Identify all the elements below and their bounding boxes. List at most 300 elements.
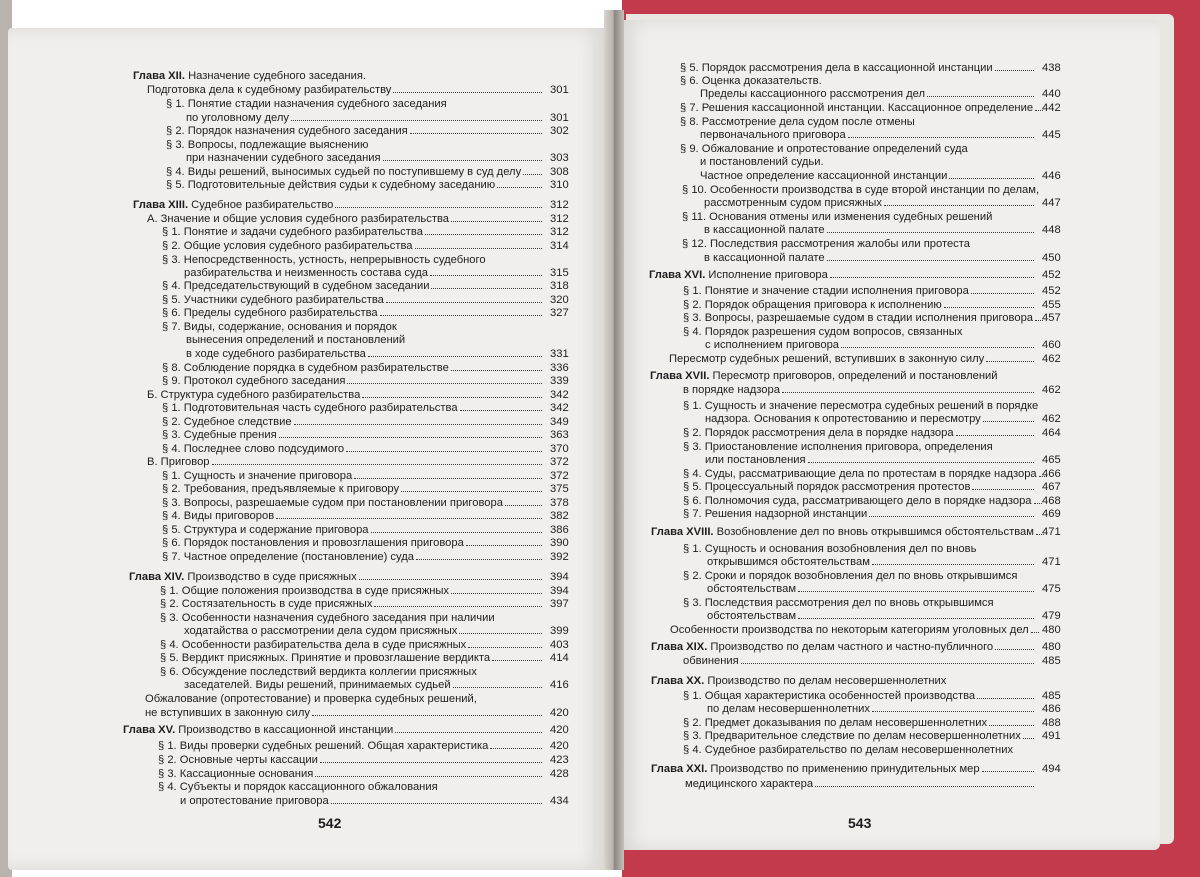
toc-page-number: 363 [550, 429, 569, 441]
toc-page-number: 469 [1042, 508, 1061, 520]
toc-entry-text: § 4. Особенности разбирательства дела в суде присяжных [160, 639, 467, 651]
toc-entry [707, 583, 1036, 596]
toc-entry [160, 598, 544, 611]
toc-page-number: 318 [550, 280, 569, 292]
toc-page-number: 420 [550, 724, 569, 736]
toc-entry [704, 252, 1036, 265]
toc-leader [956, 434, 1034, 436]
toc-entry-text: ходатайства о рассмотрении дела судом присяжных [184, 625, 458, 637]
toc-entry [683, 326, 962, 339]
toc-leader [354, 477, 542, 479]
toc-entry [162, 429, 544, 442]
toc-entry-text: § 9. Обжалование и опротестование определений суда [680, 143, 968, 155]
toc-entry [704, 224, 1036, 237]
toc-leader [468, 646, 542, 648]
toc-page-number: 471 [1042, 526, 1061, 538]
toc-page-number: 491 [1042, 730, 1061, 742]
toc-page-number: 310 [550, 179, 569, 191]
toc-entry [145, 693, 477, 706]
toc-entry [162, 375, 544, 388]
toc-entry-text: § 2. Основные черты кассации [158, 754, 318, 766]
toc-entry [166, 98, 447, 111]
toc-entry [162, 240, 544, 253]
toc-entry-text: Пределы кассационного рассмотрения дел [700, 88, 926, 100]
toc-page-number: 336 [550, 362, 569, 374]
toc-entry [160, 612, 495, 625]
toc-entry [160, 585, 544, 598]
toc-leader [798, 617, 1034, 619]
toc-leader [872, 563, 1034, 565]
toc-entry [145, 707, 544, 720]
toc-page-number: 339 [550, 375, 569, 387]
toc-entry-text: § 3. Приостановление исполнения приговора, определения [683, 441, 993, 453]
toc-page-number: 440 [1042, 88, 1061, 100]
toc-leader [410, 132, 542, 134]
toc-page-number: 468 [1042, 495, 1061, 507]
toc-entry-text: Глава XX. Производство по делам несовершеннолетних [651, 675, 947, 687]
toc-entry-text: первоначального приговора [700, 129, 846, 141]
toc-entry [707, 703, 1036, 716]
toc-leader [986, 360, 1034, 362]
toc-entry [166, 139, 368, 152]
toc-page-number: 434 [550, 795, 569, 807]
toc-page-number: 342 [550, 389, 569, 401]
toc-entry [683, 495, 1044, 508]
toc-entry [683, 468, 1049, 481]
toc-entry-text: § 6. Оценка доказательств. [680, 75, 822, 87]
toc-page-number: 446 [1042, 170, 1061, 182]
toc-entry-text: § 3. Кассационные основания [158, 768, 314, 780]
toc-entry-text: § 3. Вопросы, разрешаемые судом при постановлении приговора [162, 497, 503, 509]
toc-entry [683, 597, 994, 610]
toc-entry-text: § 5. Подготовительные действия судьи к судебному заседанию [166, 179, 496, 191]
toc-page-number: 485 [1042, 690, 1061, 702]
toc-leader [380, 314, 542, 316]
toc-entry-text: при назначении судебного заседания [186, 152, 381, 164]
toc-entry-text: обстоятельствам [707, 583, 797, 595]
toc-entry [680, 75, 822, 88]
toc-leader [972, 488, 1034, 490]
toc-entry [184, 625, 544, 638]
toc-entry-text: § 10. Особенности производства в суде второй инстанции по делам, [682, 184, 1040, 196]
toc-page-number: 442 [1042, 102, 1061, 114]
toc-entry-text: Обжалование (опротестование) и проверка судебных решений, [145, 693, 477, 705]
toc-leader [872, 710, 1034, 712]
toc-entry-text: медицинского характера [685, 778, 814, 790]
toc-leader [212, 463, 542, 465]
toc-leader [276, 517, 542, 519]
toc-entry-text: § 12. Последствия рассмотрения жалобы или протеста [682, 238, 970, 250]
toc-entry-text: § 5. Вердикт присяжных. Принятие и провозглашение вердикта [160, 652, 491, 664]
toc-leader [312, 714, 542, 716]
toc-entry [683, 744, 1013, 757]
toc-entry-text: § 1. Общие положения производства в суде присяжных [160, 585, 450, 597]
toc-page-number: 399 [550, 625, 569, 637]
toc-leader [830, 276, 1034, 278]
toc-entry [683, 400, 1038, 413]
toc-page-number: 390 [550, 537, 569, 549]
toc-leader [841, 346, 1034, 348]
toc-entry-text: Глава XXI. Производство по применению принудительных мер [651, 763, 980, 775]
toc-entry [162, 510, 544, 523]
toc-entry-text: § 2. Состязательность в суде присяжных [160, 598, 373, 610]
toc-entry [186, 152, 544, 165]
toc-leader [453, 686, 542, 688]
toc-entry-text: § 6. Пределы судебного разбирательства [162, 307, 378, 319]
toc-entry-text: вынесения определений и постановлений [186, 334, 406, 346]
toc-leader [983, 420, 1034, 422]
toc-entry-text: § 5. Участники судебного разбирательства [162, 294, 384, 306]
toc-leader [451, 369, 542, 371]
toc-page-number: 349 [550, 416, 569, 428]
toc-leader [431, 287, 542, 289]
toc-entry [147, 389, 544, 402]
toc-entry-text: § 2. Порядок назначения судебного заседания [166, 125, 408, 137]
toc-page-number: 480 [1042, 641, 1061, 653]
toc-page-number: 308 [550, 166, 569, 178]
toc-entry-text: § 2. Порядок обращения приговора к исполнению [683, 299, 942, 311]
toc-entry [683, 690, 1036, 703]
toc-entry [162, 402, 544, 415]
toc-entry-text: или постановления [705, 454, 806, 466]
toc-page-number: 445 [1042, 129, 1061, 141]
toc-page-number: 486 [1042, 703, 1061, 715]
toc-leader [808, 461, 1034, 463]
toc-page-number: 452 [1042, 285, 1061, 297]
toc-leader [971, 292, 1034, 294]
toc-page-number: 331 [550, 348, 569, 360]
toc-entry-text: § 2. Сроки и порядок возобновления дел по вновь открывшимся [683, 570, 1018, 582]
toc-entry [682, 211, 992, 224]
toc-entry [705, 413, 1036, 426]
toc-entry [670, 624, 1041, 637]
toc-page-number: 312 [550, 199, 569, 211]
toc-entry-text: § 3. Вопросы, подлежащие выяснению [166, 139, 369, 151]
toc-entry [700, 170, 1036, 183]
toc-entry [683, 730, 1036, 743]
toc-entry-text: § 1. Сущность и основания возобновления дел по вновь [683, 543, 977, 555]
toc-page-number: 457 [1042, 312, 1061, 324]
toc-entry-text: § 7. Решения надзорной инстанции [683, 508, 868, 520]
toc-leader [294, 423, 542, 425]
toc-entry [651, 641, 1036, 654]
toc-page-number: 423 [550, 754, 569, 766]
toc-entry [129, 571, 544, 584]
toc-page-number: 327 [550, 307, 569, 319]
toc-entry [158, 740, 544, 753]
toc-entry [147, 84, 544, 97]
toc-leader [459, 632, 542, 634]
toc-leader [393, 91, 542, 93]
toc-page-number: 382 [550, 510, 569, 522]
toc-entry-text: § 1. Виды проверки судебных решений. Общая характеристика [158, 740, 489, 752]
toc-entry-text: Б. Структура судебного разбирательства [147, 389, 361, 401]
toc-entry [162, 416, 544, 429]
toc-entry-text: Глава XVI. Исполнение приговора [649, 269, 828, 281]
toc-entry [166, 125, 544, 138]
toc-leader [815, 785, 1034, 787]
toc-page-number: 480 [1042, 624, 1061, 636]
toc-entry-text: Глава XIII. Судебное разбирательство [133, 199, 334, 211]
toc-leader [374, 605, 542, 607]
toc-entry-text: § 3. Особенности назначения судебного заседания при наличии [160, 612, 495, 624]
toc-entry [158, 754, 544, 767]
toc-leader [869, 515, 1034, 517]
toc-entry [160, 666, 477, 679]
toc-page-number: 479 [1042, 610, 1061, 622]
toc-entry-text: обвинения [683, 655, 739, 667]
toc-entry-text: с исполнением приговора [705, 339, 840, 351]
toc-entry-text: § 1. Сущность и значение приговора [162, 470, 353, 482]
toc-entry-text: А. Значение и общие условия судебного разбирательства [147, 213, 450, 225]
toc-entry [707, 556, 1036, 569]
toc-entry-text: § 3. Предварительное следствие по делам несовершеннолетних [683, 730, 1021, 742]
toc-leader [386, 301, 542, 303]
toc-entry-text: § 8. Соблюдение порядка в судебном разбирательстве [162, 362, 449, 374]
toc-leader [827, 231, 1034, 233]
toc-page-number: 438 [1042, 62, 1061, 74]
toc-entry [147, 456, 544, 469]
toc-entry [180, 795, 544, 808]
toc-entry-text: в кассационной палате [704, 224, 825, 236]
toc-entry-text: § 4. Субъекты и порядок кассационного обжалования [158, 781, 438, 793]
toc-leader [331, 802, 542, 804]
toc-entry [683, 427, 1036, 440]
toc-entry-text: § 4. Виды решений, выносимых судьей по поступившему в суд делу [166, 166, 522, 178]
toc-leader [466, 544, 542, 546]
toc-leader [291, 119, 542, 121]
toc-page-number: 462 [1042, 413, 1061, 425]
toc-entry [683, 570, 1017, 583]
toc-page-number: 314 [550, 240, 569, 252]
toc-leader [346, 450, 542, 452]
toc-leader [460, 409, 542, 411]
toc-entry-text: открывшимся обстоятельствам [707, 556, 870, 568]
toc-entry-text: § 4. Виды приговоров [162, 510, 275, 522]
toc-entry [133, 70, 366, 83]
toc-leader [368, 355, 542, 357]
toc-page-number: 428 [550, 768, 569, 780]
toc-entry [651, 763, 1036, 776]
toc-page-number: 370 [550, 443, 569, 455]
toc-page-number: 462 [1042, 384, 1061, 396]
toc-entry-text: § 6. Полномочия суда, рассматривающего дело в порядке надзора [683, 495, 1032, 507]
toc-entry [683, 441, 993, 454]
toc-leader [315, 775, 542, 777]
toc-leader [451, 592, 542, 594]
toc-leader [989, 724, 1034, 726]
toc-page-number: 471 [1042, 556, 1061, 568]
toc-leader [927, 95, 1034, 97]
toc-entry [162, 524, 544, 537]
toc-page-number: 394 [550, 571, 569, 583]
toc-leader [425, 233, 542, 235]
toc-entry [683, 717, 1036, 730]
toc-page-number: 450 [1042, 252, 1061, 264]
toc-entry [160, 652, 544, 665]
toc-leader [741, 662, 1034, 664]
toc-entry-text: § 1. Общая характеристика особенностей производства [683, 690, 976, 702]
toc-entry [685, 778, 1036, 791]
toc-leader [884, 204, 1034, 206]
toc-entry-text: § 6. Порядок постановления и провозглашения приговора [162, 537, 464, 549]
toc-leader [827, 259, 1034, 261]
toc-entry-text: § 2. Общие условия судебного разбирательства [162, 240, 413, 252]
toc-entry [680, 62, 1036, 75]
toc-entry [186, 112, 544, 125]
toc-page-number: 466 [1042, 468, 1061, 480]
toc-entry [683, 543, 976, 556]
toc-page-number: 312 [550, 213, 569, 225]
toc-entry-text: Особенности производства по некоторым категориям уголовных дел [670, 624, 1029, 636]
toc-entry [158, 781, 438, 794]
toc-entry-text: § 5. Структура и содержание приговора [162, 524, 369, 536]
toc-leader [505, 504, 542, 506]
toc-leader [490, 747, 542, 749]
toc-leader [347, 382, 542, 384]
toc-page-number: 416 [550, 679, 569, 691]
toc-entry-text: Глава XII. Назначение судебного заседания. [133, 70, 367, 82]
toc-entry [680, 116, 915, 129]
toc-page-number: 301 [550, 84, 569, 96]
toc-page-number: 475 [1042, 583, 1061, 595]
toc-page-number: 420 [550, 740, 569, 752]
toc-entry-text: и опротестование приговора [180, 795, 329, 807]
toc-leader [944, 306, 1034, 308]
toc-leader [1031, 631, 1039, 633]
toc-entry [133, 199, 544, 212]
toc-leader [995, 69, 1034, 71]
page-number-left: 542 [318, 815, 342, 831]
toc-entry-text: § 2. Требования, предъявляемые к приговору [162, 483, 400, 495]
toc-entry [705, 454, 1036, 467]
toc-page-number: 315 [550, 267, 569, 279]
toc-page-number: 460 [1042, 339, 1061, 351]
toc-page-number: 462 [1042, 353, 1061, 365]
toc-leader [949, 177, 1034, 179]
toc-leader [451, 220, 542, 222]
toc-entry-text: надзора. Основания к опротестованию и пересмотру [705, 413, 981, 425]
toc-entry-text: Глава XIV. Производство в суде присяжных [129, 571, 357, 583]
toc-entry [651, 526, 1046, 539]
toc-entry [683, 299, 1036, 312]
toc-page-number: 320 [550, 294, 569, 306]
toc-page-number: 420 [550, 707, 569, 719]
toc-page-number: 372 [550, 470, 569, 482]
toc-entry [186, 348, 544, 361]
toc-entry [162, 551, 544, 564]
toc-entry-text: Частное определение кассационной инстанции [700, 170, 948, 182]
toc-entry-text: § 3. Вопросы, разрешаемые судом в стадии исполнения приговора [683, 312, 1034, 324]
toc-entry [683, 384, 1036, 397]
toc-leader [395, 731, 542, 733]
toc-entry-text: § 2. Судебное следствие [162, 416, 292, 428]
toc-entry-text: § 4. Порядок разрешения судом вопросов, связанных [683, 326, 963, 338]
page-number-right: 543 [848, 815, 872, 831]
toc-leader [995, 648, 1034, 650]
toc-entry [158, 768, 544, 781]
toc-entry [184, 679, 544, 692]
toc-entry-text: § 5. Порядок рассмотрения дела в кассационной инстанции [680, 62, 993, 74]
toc-leader [320, 761, 542, 763]
toc-entry [651, 675, 946, 688]
toc-page-number: 447 [1042, 197, 1061, 209]
toc-entry-text: § 7. Частное определение (постановление) суда [162, 551, 414, 563]
toc-leader [279, 436, 542, 438]
toc-entry-text: § 7. Виды, содержание, основания и порядок [162, 321, 397, 333]
toc-entry [705, 339, 1036, 352]
toc-entry [166, 166, 544, 179]
toc-entry-text: § 1. Понятие и значение стадии исполнения приговора [683, 285, 969, 297]
toc-leader [1034, 502, 1042, 504]
toc-entry [707, 610, 1036, 623]
toc-entry-text: § 9. Протокол судебного заседания [162, 375, 346, 387]
toc-leader [371, 531, 542, 533]
toc-entry [162, 254, 486, 267]
toc-page-number: 403 [550, 639, 569, 651]
toc-page-number: 372 [550, 456, 569, 468]
toc-leader [359, 578, 542, 580]
toc-entry [682, 238, 970, 251]
toc-page-number: 375 [550, 483, 569, 495]
toc-entry-text: Глава XV. Производство в кассационной инстанции [123, 724, 394, 736]
toc-entry-text: § 2. Порядок рассмотрения дела в порядке надзора [683, 427, 954, 439]
toc-entry [166, 179, 544, 192]
toc-leader [416, 558, 542, 560]
toc-entry [650, 370, 998, 383]
toc-page-number: 467 [1042, 481, 1061, 493]
toc-entry-text: разбирательства и неизменность состава суда [184, 267, 428, 279]
book-gutter [604, 10, 624, 870]
toc-page-number: 485 [1042, 655, 1061, 667]
toc-entry [162, 443, 544, 456]
toc-entry-text: § 1. Понятие стадии назначения судебного заседания [166, 98, 447, 110]
toc-leader [1023, 737, 1034, 739]
toc-page-number: 342 [550, 402, 569, 414]
toc-leader [415, 247, 542, 249]
toc-entry [700, 156, 824, 169]
toc-entry-text: Глава XIX. Производство по делам частного и частно-публичного [651, 641, 994, 653]
toc-entry [162, 362, 544, 375]
toc-leader [848, 136, 1034, 138]
toc-entry-text: § 11. Основания отмены или изменения судебных решений [682, 211, 993, 223]
toc-entry [184, 267, 544, 280]
toc-page-number: 452 [1042, 269, 1061, 281]
toc-entry-text: § 3. Последствия рассмотрения дел по вновь открывшимся [683, 597, 994, 609]
toc-entry [700, 129, 1036, 142]
toc-page-number: 464 [1042, 427, 1061, 439]
toc-entry [162, 483, 544, 496]
toc-leader [362, 396, 542, 398]
toc-page-number: 386 [550, 524, 569, 536]
toc-leader [401, 490, 542, 492]
toc-entry-text: § 1. Понятие и задачи судебного разбирательства [162, 226, 423, 238]
toc-entry [147, 213, 544, 226]
toc-entry [162, 470, 544, 483]
toc-leader [782, 391, 1034, 393]
toc-entry-text: § 3. Судебные прения [162, 429, 277, 441]
toc-entry-text: § 5. Процессуальный порядок рассмотрения протестов [683, 481, 971, 493]
toc-leader [497, 186, 542, 188]
toc-entry [162, 497, 544, 510]
toc-entry-text: § 4. Суды, рассматривающие дела по протестам в порядке надзора [683, 468, 1037, 480]
toc-entry-text: § 1. Подготовительная часть судебного разбирательства [162, 402, 458, 414]
toc-entry-text: § 8. Рассмотрение дела судом после отмены [680, 116, 915, 128]
toc-leader [430, 274, 542, 276]
toc-entry [704, 197, 1036, 210]
toc-entry [162, 280, 544, 293]
toc-page-number: 378 [550, 497, 569, 509]
